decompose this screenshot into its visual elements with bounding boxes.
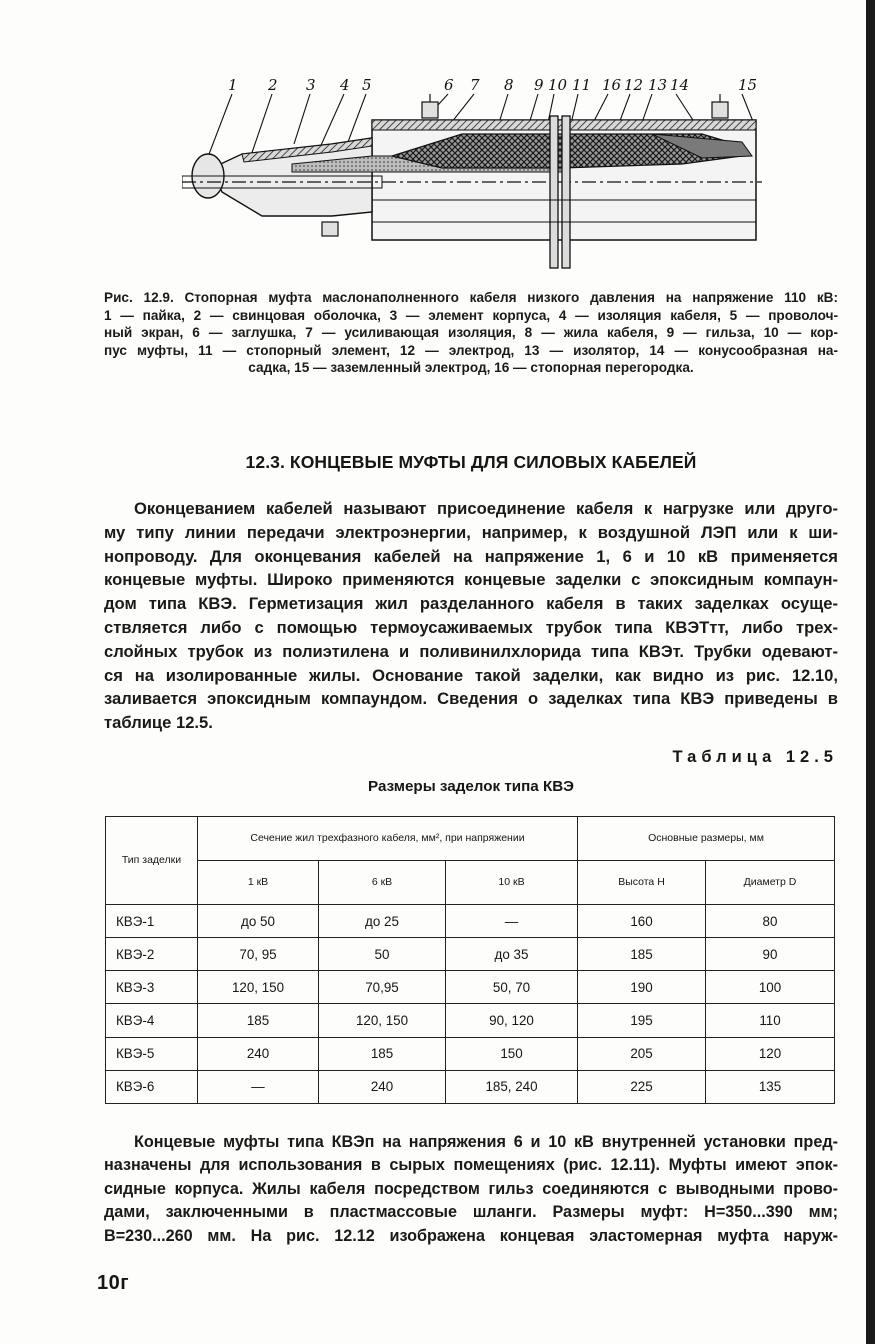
cell: — xyxy=(198,1070,319,1103)
cell: 225 xyxy=(578,1070,706,1103)
caption-line: 1 — пайка, 2 — свинцовая оболочка, 3 — элемент корпуса, 4 — изоляция кабеля, 5 — проволоч- xyxy=(104,307,838,323)
cell: 240 xyxy=(319,1070,446,1103)
table-row xyxy=(106,1037,835,1070)
header-diameter: Диаметр D xyxy=(706,861,835,905)
cell: до 35 xyxy=(446,938,578,971)
cell: до 50 xyxy=(198,905,319,938)
cell: 120, 150 xyxy=(198,971,319,1004)
callout-12: 12 xyxy=(624,76,644,94)
header-6kv: 6 кВ xyxy=(319,861,446,905)
text-line: ся на изолированные жилы. Основание такой заделки, как видно из рис. 12.10, xyxy=(104,665,838,685)
table-row xyxy=(106,971,835,1004)
text-line: таблице 12.5. xyxy=(104,713,213,733)
caption-line: Рис. 12.9. Стопорная муфта маслонаполненного кабеля низкого давления на напряжение 110 кВ: xyxy=(104,290,838,305)
coupling-drawing xyxy=(182,72,772,282)
cell: — xyxy=(446,905,578,938)
caption-line: ный экран, 6 — заглушка, 7 — усиливающая изоляция, 8 — жила кабеля, 9 — гильза, 10 — кор- xyxy=(104,325,838,341)
callout-1: 1 xyxy=(228,76,238,94)
table-row xyxy=(106,1004,835,1037)
callout-3: 3 xyxy=(306,76,316,94)
caption-line: пус муфты, 11 — стопорный элемент, 12 — электрод, 13 — изолятор, 14 — конусообразная на- xyxy=(104,342,838,358)
table-row xyxy=(106,905,835,938)
cell: 135 xyxy=(706,1070,835,1103)
cell: 190 xyxy=(578,971,706,1004)
header-height: Высота Н xyxy=(578,861,706,905)
callout-15: 15 xyxy=(738,76,758,94)
header-dims-group: Основные размеры, мм xyxy=(578,817,835,861)
text-line: ствляется либо с помощью термоусаживаемых трубок типа КВЭТтт, либо трех- xyxy=(104,617,838,637)
cell: до 25 xyxy=(319,905,446,938)
table-row xyxy=(106,1070,835,1103)
kve-dimensions-table xyxy=(105,816,835,1104)
cell: 195 xyxy=(578,1004,706,1037)
text-line: Оконцеванием кабелей называют присоединение кабеля к нагрузке или друго- xyxy=(134,499,838,518)
table-row xyxy=(106,938,835,971)
header-10kv: 10 кВ xyxy=(446,861,578,905)
cell: 120, 150 xyxy=(319,1004,446,1037)
text-line: назначены для использования в сырых помещениях (рис. 12.11). Муфты имеют эпок- xyxy=(104,1156,838,1175)
text-line: В=230...260 мм. На рис. 12.12 изображена концевая эластомерная муфта наруж- xyxy=(104,1226,838,1245)
callout-4: 4 xyxy=(340,76,350,94)
body-paragraph-2 xyxy=(104,1131,838,1248)
cell: 185 xyxy=(319,1037,446,1070)
cell-type: КВЭ-1 xyxy=(106,905,198,938)
page-edge-shadow xyxy=(866,0,875,1344)
cell-type: КВЭ-2 xyxy=(106,938,198,971)
cell: 90, 120 xyxy=(446,1004,578,1037)
callout-14: 14 xyxy=(670,76,690,94)
text-line: сидные корпуса. Жилы кабеля посредством гильз соединяются с выводными прово- xyxy=(104,1179,838,1198)
callout-16: 16 xyxy=(602,76,622,94)
text-line: дом типа КВЭ. Герметизация жил разделанного кабеля в таких заделках осуще- xyxy=(104,594,838,614)
cell: 185 xyxy=(198,1004,319,1037)
text-line: нопроводу. Для оконцевания кабелей на напряжение 1, 6 и 10 кВ применяется xyxy=(104,546,838,566)
cable-coupling-figure xyxy=(182,72,772,282)
callout-9: 9 xyxy=(534,76,544,94)
cell: 185, 240 xyxy=(446,1070,578,1103)
callout-6: 6 xyxy=(444,76,454,94)
cell: 185 xyxy=(578,938,706,971)
section-title: 12.3. КОНЦЕВЫЕ МУФТЫ ДЛЯ СИЛОВЫХ КАБЕЛЕЙ xyxy=(245,452,697,472)
cell: 240 xyxy=(198,1037,319,1070)
cell: 90 xyxy=(706,938,835,971)
cell-type: КВЭ-6 xyxy=(106,1070,198,1103)
callout-7: 7 xyxy=(470,76,480,94)
callout-5: 5 xyxy=(362,76,372,94)
header-type: Тип заделки xyxy=(106,817,198,905)
text-line: слойных трубок из полиэтилена и поливинилхлорида типа КВЭт. Трубки одевают- xyxy=(104,641,838,661)
text-line: дами, заключенными в пластмассовые шланги. Размеры муфт: Н=350...390 мм; xyxy=(104,1203,838,1222)
callout-11: 11 xyxy=(572,76,592,94)
cell: 205 xyxy=(578,1037,706,1070)
cell: 50 xyxy=(319,938,446,971)
cell: 150 xyxy=(446,1037,578,1070)
cell: 70,95 xyxy=(319,971,446,1004)
body-paragraph-1 xyxy=(104,497,838,735)
cell-type: КВЭ-3 xyxy=(106,971,198,1004)
cell: 110 xyxy=(706,1004,835,1037)
cell: 120 xyxy=(706,1037,835,1070)
table-title: Размеры заделок типа КВЭ xyxy=(368,778,574,795)
text-line: заливается эпоксидным компаундом. Сведения о заделках типа КВЭ приведены в xyxy=(104,689,838,709)
header-1kv: 1 кВ xyxy=(198,861,319,905)
text-line: концевые муфты. Широко применяются концевые заделки с эпоксидным компаун- xyxy=(104,570,838,590)
text-line: Концевые муфты типа КВЭп на напряжения 6 и 10 кВ внутренней установки пред- xyxy=(134,1133,838,1151)
table-number: Таблица 12.5 xyxy=(672,748,838,766)
cell: 50, 70 xyxy=(446,971,578,1004)
figure-caption xyxy=(104,289,838,377)
callout-13: 13 xyxy=(648,76,668,94)
cell: 70, 95 xyxy=(198,938,319,971)
cell-type: КВЭ-4 xyxy=(106,1004,198,1037)
cell: 80 xyxy=(706,905,835,938)
callout-2: 2 xyxy=(268,76,278,94)
page-number: 10г xyxy=(97,1272,130,1294)
caption-line: садка, 15 — заземленный электрод, 16 — стопорная перегородка. xyxy=(248,360,694,376)
callout-8: 8 xyxy=(504,76,514,94)
text-line: му типу линии передачи электроэнергии, например, к воздушной ЛЭП или к ши- xyxy=(104,522,838,542)
cell: 100 xyxy=(706,971,835,1004)
callout-10: 10 xyxy=(548,76,568,94)
cell-type: КВЭ-5 xyxy=(106,1037,198,1070)
header-section-group: Сечение жил трехфазного кабеля, мм², при напряжении xyxy=(198,817,578,861)
cell: 160 xyxy=(578,905,706,938)
